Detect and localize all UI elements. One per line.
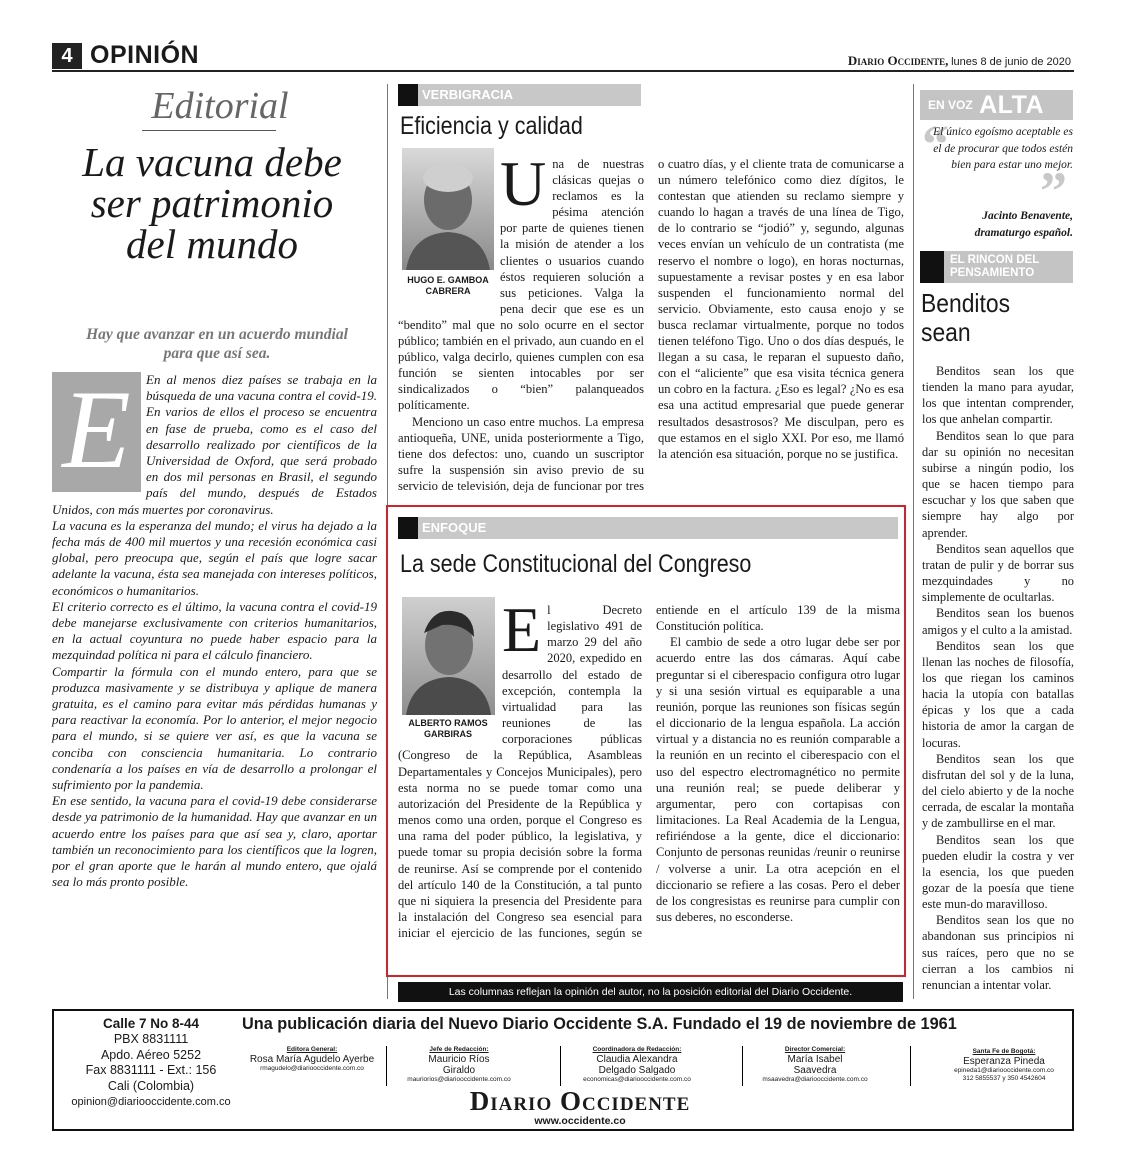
close-quote-icon: ” xyxy=(1040,161,1067,221)
tag-block xyxy=(920,251,944,283)
staff-name: Esperanza Pineda xyxy=(963,1056,1045,1067)
rincon-paragraph: Benditos sean aquellos que tratan de pulir y de borrar sus mezquindades y no simplemente de ocultarlas. xyxy=(922,541,1074,605)
page-number: 4 xyxy=(61,45,73,67)
publication-line: Una publicación diaria del Nuevo Diario Occidente S.A. Fundado el 19 de noviembre de 1961 xyxy=(242,1015,957,1033)
staff-divider xyxy=(742,1046,743,1086)
staff-name: María Isabel Saavedra xyxy=(787,1054,843,1076)
staff-email[interactable]: rmagudelo@diariooccidente.com.co xyxy=(260,1065,364,1072)
staff-name: Claudia Alexandra Delgado Salgado xyxy=(596,1054,678,1076)
header-rule xyxy=(52,70,1074,72)
disclaimer-bar: Las columnas reflejan la opinión del autor, no la posición editorial del Diario Occidente. xyxy=(398,982,903,1002)
address-email[interactable]: opinion@diariooccidente.com.co xyxy=(71,1095,231,1108)
enfoque-author: ALBERTO RAMOS GARBIRAS xyxy=(408,718,488,739)
verbigracia-tag xyxy=(398,84,641,106)
staff-name: Rosa María Agudelo Ayerbe xyxy=(249,1054,375,1065)
verbigracia-title: Eficiencia y calidad xyxy=(400,112,583,140)
editorial-paragraph: En al menos diez países se trabaja en la búsqueda de una vacuna contra el covid-19. En varios de ellos el proceso se encuentra en fase de prueba, como es el caso del desarrollo realizado por científicos de la Universidad de Oxford, que será probado en dos mil personas en Brasil, el segundo país del mundo, después de Estados Unidos, con más muertes por coronavirus. xyxy=(52,372,377,517)
column-divider xyxy=(913,84,914,999)
editorial-paragraph: La vacuna es la esperanza del mundo; el virus ha dejado a la fecha más de 400 mil muertos y una recesión económica casi global, pero preocupa que, según el país que logre sacar adelante la vacuna, ésta sea manejada con intereses políticos, económicos o humanitarios. xyxy=(52,517,377,598)
enfoque-tag-label: ENFOQUE xyxy=(422,520,487,535)
address-city: Cali (Colombia) xyxy=(107,1079,195,1094)
staff-coordinadora xyxy=(568,1046,706,1084)
tag-block xyxy=(398,84,418,106)
open-quote-icon: “ xyxy=(922,114,949,174)
masthead-date xyxy=(848,53,1071,69)
rincon-paragraph: Benditos sean lo que para dar su opinión no necesitan subirse a ningún podio, los que se hacen tiempo para escuchar y los que saben que siempre hay algo por aprender. xyxy=(922,428,1074,540)
verbigracia-tag-label: VERBIGRACIA xyxy=(422,87,514,102)
section-title: OPINIÓN xyxy=(90,41,200,69)
editorial-dropcap-spacer xyxy=(52,372,146,494)
staff-email[interactable]: economicas@diariooccidente.com.co xyxy=(583,1076,691,1083)
verbigracia-paragraph-text: na de nuestras clásicas quejas o reclamos es la pésima atención por parte de quienes tienen la misión de atender a los clientes o usuarios cuando éstos requieren solución a sus peticiones. Valga la pena decir que ese es un “bendito” mal que no solo ocurre en el sector público; también en el privado, aun cuando en el público, valga decirlo, quienes cumplen con esa función se sienten intocables por ser sindicalizados o “bien” palanqueados políticamente. xyxy=(398,157,644,413)
staff-role: Jefe de Redacción: xyxy=(429,1046,489,1053)
staff-role: Coordinadora de Redacción: xyxy=(592,1046,682,1053)
enfoque-paragraph: El cambio de sede a otro lugar debe ser por acuerdo entre las dos cámaras. Aquí cabe preguntar si el ciberespacio configura otro lugar y si una sesión virtual es equiparable a una reunión, porque las reuniones son físicas según el diccionario de la lengua española. La acción virtual y a distancia no es reunión comparable a la reunión en un recinto el ciberespacio con el uso del espectro electromagnético no permite una reunión real; se puede deliberar y argumentar, pero con cortapisas con limitaciones. La Real Academia de la Lengua, refiriéndose a la gente, dice el diccionario: Conjunto de personas reunidas /reunir o reunirse / volverse a unir. La otra acepción en el diccionario se refiere a las cosas. Pero el deber de los congresistas es reunirse para cumplir con sus deberes, no esconderse. xyxy=(656,635,900,924)
rincon-paragraph: Benditos sean los que disfrutan del sol y de la luna, del cielo abierto y de la noche cerrada, de escalar la montaña y de zambullirse en el mar. xyxy=(922,751,1074,831)
staff-phone: 312 5855537 y 350 4542604 xyxy=(962,1075,1046,1082)
staff-editora xyxy=(248,1046,376,1073)
verbigracia-author: HUGO E. GAMBOA CABRERA xyxy=(407,275,489,296)
rincon-body xyxy=(922,363,1074,993)
editorial-title: La vacuna debe ser patrimonio del mundo xyxy=(82,139,342,267)
verbigracia-paragraph: Menciono un caso entre muchos. La empresa antioqueña, UNE, unida posteriormente a Tigo, tiene dos defectos: uno, cuando un suscriptor sufre la suspensión sin aviso previo de su servicio de televisión, deja de funcionar por tres o cuatro días, y el cliente trata de comunicarse a un número telefónico como diez dígitos, le contestan que atienden su reclamo siempre y cuando lo hagan a través de una línea de Tigo, de lo contrario se “jodió” y, segundo, algunas veces envían un vehículo de un contratista (me reservo el nombre o logo), en horas nocturnas, supuestamente a revisar postes y en esa labor suspenden el funcionamiento normal del servicio. Obviamente, esto causa enojo y se busca reclamar virtualmente, porque no todos tienen teléfono Tigo. Uno o dos días después, le llegan a su casa, le reparan el supuesto daño, con el “aliciente” que esa visita técnica genera un cobro en la factura. ¿Eso es legal? ¿No es esa esa una actitud empresarial que puede generar resultados desastrosos? Me disculpan, pero es que estamos en el siglo XXI. Por eso, me llamó la atención esa situación, porque no se justifica. xyxy=(398,157,904,493)
verbigracia-photo-spacer xyxy=(398,156,500,304)
editorial-body xyxy=(52,372,377,891)
editorial-paragraph: Compartir la fórmula con el mundo entero, para que se produzca masivamente y se distribuya y aplique de manera gratuita, es el camino para evitar más pérdidas humanas y para reactivar la economía. Por lo anterior, el mejor negocio para el mundo, si se quiere ver así, es que la vacuna se conciba con consciencia humanitaria. Lo contrario condenaría a los países en vía de desarrollo a prolongar el sufrimiento por la pandemia. xyxy=(52,663,377,793)
staff-divider xyxy=(560,1046,561,1086)
address-street: Calle 7 No 8-44 xyxy=(102,1016,200,1031)
rincon-paragraph: Benditos sean los que tienden la mano para ayudar, los que intentan comprender, los que anhelan compartir. xyxy=(922,364,1074,427)
staff-divider xyxy=(910,1046,911,1086)
staff-role: Santa Fe de Bogotá: xyxy=(972,1048,1036,1055)
staff-role: Editora General: xyxy=(286,1046,338,1053)
rincon-paragraph: Benditos sean los que pueden eludir la costra y ver la esencia, los que pueden gozar de la poesía que tiene este mun-do maravilloso. xyxy=(922,832,1074,912)
tag-block xyxy=(398,517,418,539)
staff-jefe xyxy=(396,1046,522,1084)
enfoque-paragraph-text: l Decreto legislativo 491 de marzo 29 del año 2020, expedido en desarrollo del estado de excepción, contempla la virtualidad para las reuniones de las corporaciones públicas (Congreso de la República, Asambleas Departamentales y Concejos Municipales), pero esta norma no se puede tomar como una autorización del Presidente de la República y menos como una orden, porque el Congreso es una rama del poder público, la legislativa, y puede tomar su propia decisión sobre la forma de reunirse. Así se comprende por el contenido del artículo 140 de la Constitución, a tal punto que ni siquiera la presencia del Presidente para la instalación del Congreso sea esencial para iniciar el ejercicio de las funciones, según se entiende en el artículo 139 de la misma Constitución política. xyxy=(398,603,900,941)
en-voz-alta-small: EN VOZ xyxy=(928,98,973,112)
masthead-date-text: lunes 8 de junio de 2020 xyxy=(951,56,1071,68)
editorial-subtitle: Hay que avanzar en un acuerdo mundial para que así sea. xyxy=(86,326,348,362)
rincon-tag xyxy=(920,251,1073,283)
editorial-paragraph: En ese sentido, la vacuna para el covid-19 debe considerarse desde ya patrimonio de la humanidad. Hay que avanzar en un acuerdo entre los países para que así sea y, claro, aportar también un reconocimiento para los científicos que la logren, por el gran aporte que le harán al mundo entero, que ojalá sea lo más pronto posible. xyxy=(52,793,377,890)
page-number-box xyxy=(52,43,82,69)
enfoque-title: La sede Constitucional del Congreso xyxy=(400,550,752,578)
editorial-paragraph: El criterio correcto es el último, la vacuna contra el covid-19 debe manejarse exclusivamente con criterios humanitarios, en la actual coyuntura no puede haber espacio para la mezquindad política ni para el cálculo financiero. xyxy=(52,598,377,663)
staff-name: Mauricio Ríos Giraldo xyxy=(428,1054,490,1076)
rincon-paragraph: Benditos sean los buenos amigos y el culto a la amistad. xyxy=(922,606,1074,637)
staff-role: Director Comercial: xyxy=(784,1046,846,1053)
quote-author: Jacinto Benavente, dramaturgo español. xyxy=(974,210,1073,239)
staff-email[interactable]: epineda1@diariooccidente.com.co xyxy=(954,1067,1054,1074)
rincon-tag-label: EL RINCON DEL PENSAMIENTO xyxy=(950,254,1040,279)
address-phone: PBX 8831111 xyxy=(113,1031,189,1046)
footer-address xyxy=(56,1016,246,1111)
staff-email[interactable]: msaavedra@diariooccidente.com.co xyxy=(762,1076,868,1083)
verbigracia-body xyxy=(398,148,904,498)
rincon-paragraph: Benditos sean los que no abandonan sus principios ni sus raíces, pero que no se cierran a los cambios ni renuncian a intentar volar. xyxy=(922,913,1074,992)
address-po-box: Apdo. Aéreo 5252 xyxy=(100,1047,202,1062)
staff-bogota xyxy=(940,1048,1068,1083)
enfoque-dropcap: E xyxy=(502,594,542,665)
rincon-title: Benditos sean xyxy=(921,288,1011,347)
en-voz-alta-big: ALTA xyxy=(979,91,1045,119)
editorial-dropcap: E xyxy=(62,368,131,492)
rincon-paragraph: Benditos sean los que llenan las noches de filosofía, los que riegan los caminos hacia la utopía con batallas épicas y los que a cada historia de amor la cargan de locuras. xyxy=(922,638,1074,750)
kicker-rule xyxy=(142,130,276,131)
footer-logo: Diario Occidente xyxy=(469,1086,691,1116)
staff-email[interactable]: mauriorios@diariooccidente.com.co xyxy=(407,1076,511,1083)
enfoque-photo-spacer xyxy=(398,602,502,746)
staff-comercial xyxy=(746,1046,884,1084)
enfoque-body xyxy=(398,594,900,956)
quote-text: El único egoísmo aceptable es el de procurar que todos estén bien para estar uno mejor. xyxy=(933,126,1073,172)
footer-website[interactable]: www.occidente.co xyxy=(534,1115,626,1127)
enfoque-tag xyxy=(398,517,898,539)
masthead-paper-name: Diario Occidente, xyxy=(847,53,949,68)
address-fax: Fax 8831111 - Ext.: 156 xyxy=(85,1063,217,1078)
staff-divider xyxy=(386,1046,387,1086)
verbigracia-dropcap: U xyxy=(500,148,547,219)
editorial-kicker: Editorial xyxy=(151,85,289,127)
